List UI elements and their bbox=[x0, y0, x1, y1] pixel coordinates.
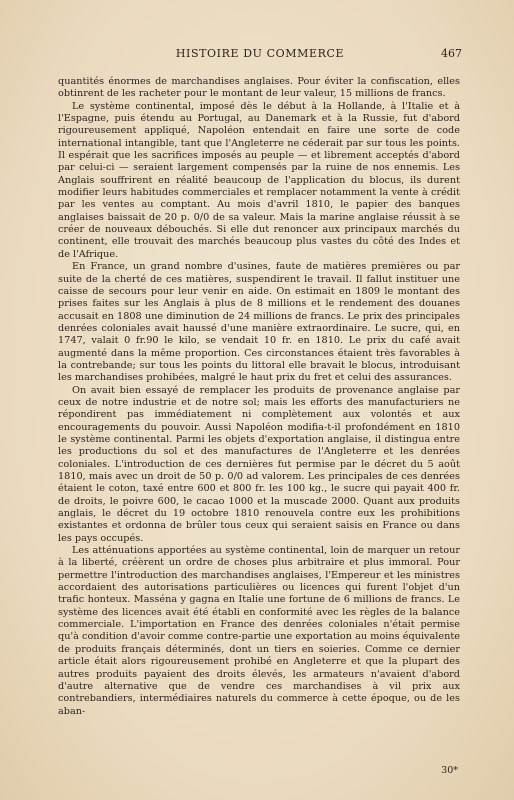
paragraph-2: Le système continental, imposé dès le début à la Hollande, à l'Italie et à l'Espagne, puis étendu au Portugal, au Danemark et à la Russie, fut d'abord rigoureusement appliqué, Napoléon entendait en faire une sorte de code international intangible, tant que l'Angleterre ne céderait par sur tous les points. Il espérait que les sacrifices imposés au peuple — et librement acceptés d'abord par celui-ci — seraient largement compensés par la ruine de nos ennemis. Les Anglais souffrirent en réalité beaucoup de l'application du blocus, ils durent modifier leurs habitudes commerciales et remplacer notamment la vente à crédit par les ventes au comptant. Au mois d'avril 1810, le papier des banques anglaises baissait de 20 p. 0/0 de sa valeur. Mais la marine anglaise réussit à se créer de nouveaux débouchés. Si elle dut renoncer aux principaux marchés du continent, elle trouvait des marchés beaucoup plus vastes du côté des Indes et de l'Afrique. bbox=[58, 100, 460, 260]
paragraph-4: On avait bien essayé de remplacer les produits de provenance anglaise par ceux de notre industrie et de notre sol; mais les efforts des manufacturiers ne répondirent pas immédiatement ni complètement aux volontés et aux encouragements du pouvoir. Aussi Napoléon modifia-t-il profondément en 1810 le système continental. Parmi les objets d'exportation anglaise, il distingua entre les productions du sol et des manufactures de l'Angleterre et les denrées coloniales. L'introduction de ces dernières fut permise par le décret du 5 août 1810, mais avec un droit de 50 p. 0/0 ad valorem. Les principales de ces denrées étaient le coton, taxé entre 600 et 800 fr. les 100 kg., le sucre qui payait 400 fr. de droits, le poivre 600, le cacao 1000 et la muscade 2000. Quant aux produits anglais, le décret du 19 octobre 1810 renouvela contre eux les prohibitions existantes et ordonna de brûler tous ceux qui seraient saisis en France ou dans les pays occupés. bbox=[58, 384, 460, 544]
paragraph-3: En France, un grand nombre d'usines, faute de matières premières ou par suite de la cherté de ces matières, suspendirent le travail. Il fallut instituer une caisse de secours pour leur venir en aide. On estimait en 1809 le montant des prises faites sur les Anglais à plus de 8 millions et le rendement des douanes accusait en 1808 une diminution de 24 millions de francs. Le prix des principales denrées coloniales avait haussé d'une manière extraordinaire. Le sucre, qui, en 1747, valait 0 fr.90 le kilo, se vendait 10 fr. en 1810. Le prix du café avait augmenté dans la même proportion. Ces circonstances étaient très favorables à la contrebande; sur tous les points du littoral elle bravait le blocus, introduisant les marchandises prohibées, malgré le haut prix du fret et celui des assurances. bbox=[58, 261, 460, 384]
paragraph-5: Les atténuations apportées au système continental, loin de marquer un retour à la liberté, créèrent un ordre de choses plus arbitraire et plus immoral. Pour permettre l'introduction des marchandises anglaises, l'Empereur et les ministres accordaient des autorisations particulières ou licences qui furent l'objet d'un trafic honteux. Masséna y gagna en Italie une fortune de 6 millions de francs. Le système des licences avait été établi en conformité avec les règles de la balance commerciale. L'importation en France des denrées coloniales n'était permise qu'à condition d'avoir comme contre-partie une exportation au moins équivalente de produits français déterminés, dont un tiers en soieries. Comme ce dernier article était alors rigoureusement prohibé en Angleterre et que la plupart des autres produits payaient des droits élevés, les armateurs n'avaient d'abord d'autre alternative que de vendre ces marchandises à vil prix aux contrebandiers, intermédiaires naturels du commerce à cette époque, ou de les aban- bbox=[58, 545, 460, 717]
paragraph-1: quantités énormes de marchandises anglaises. Pour éviter la confiscation, elles obtinrent de les racheter pour le montant de leur valeur, 15 millions de francs. bbox=[58, 76, 460, 100]
signature-mark: 30* bbox=[441, 765, 458, 776]
page-header bbox=[58, 47, 462, 63]
running-title: HISTOIRE DU COMMERCE bbox=[175, 47, 345, 60]
page-number: 467 bbox=[441, 47, 462, 60]
body-text bbox=[58, 76, 460, 718]
